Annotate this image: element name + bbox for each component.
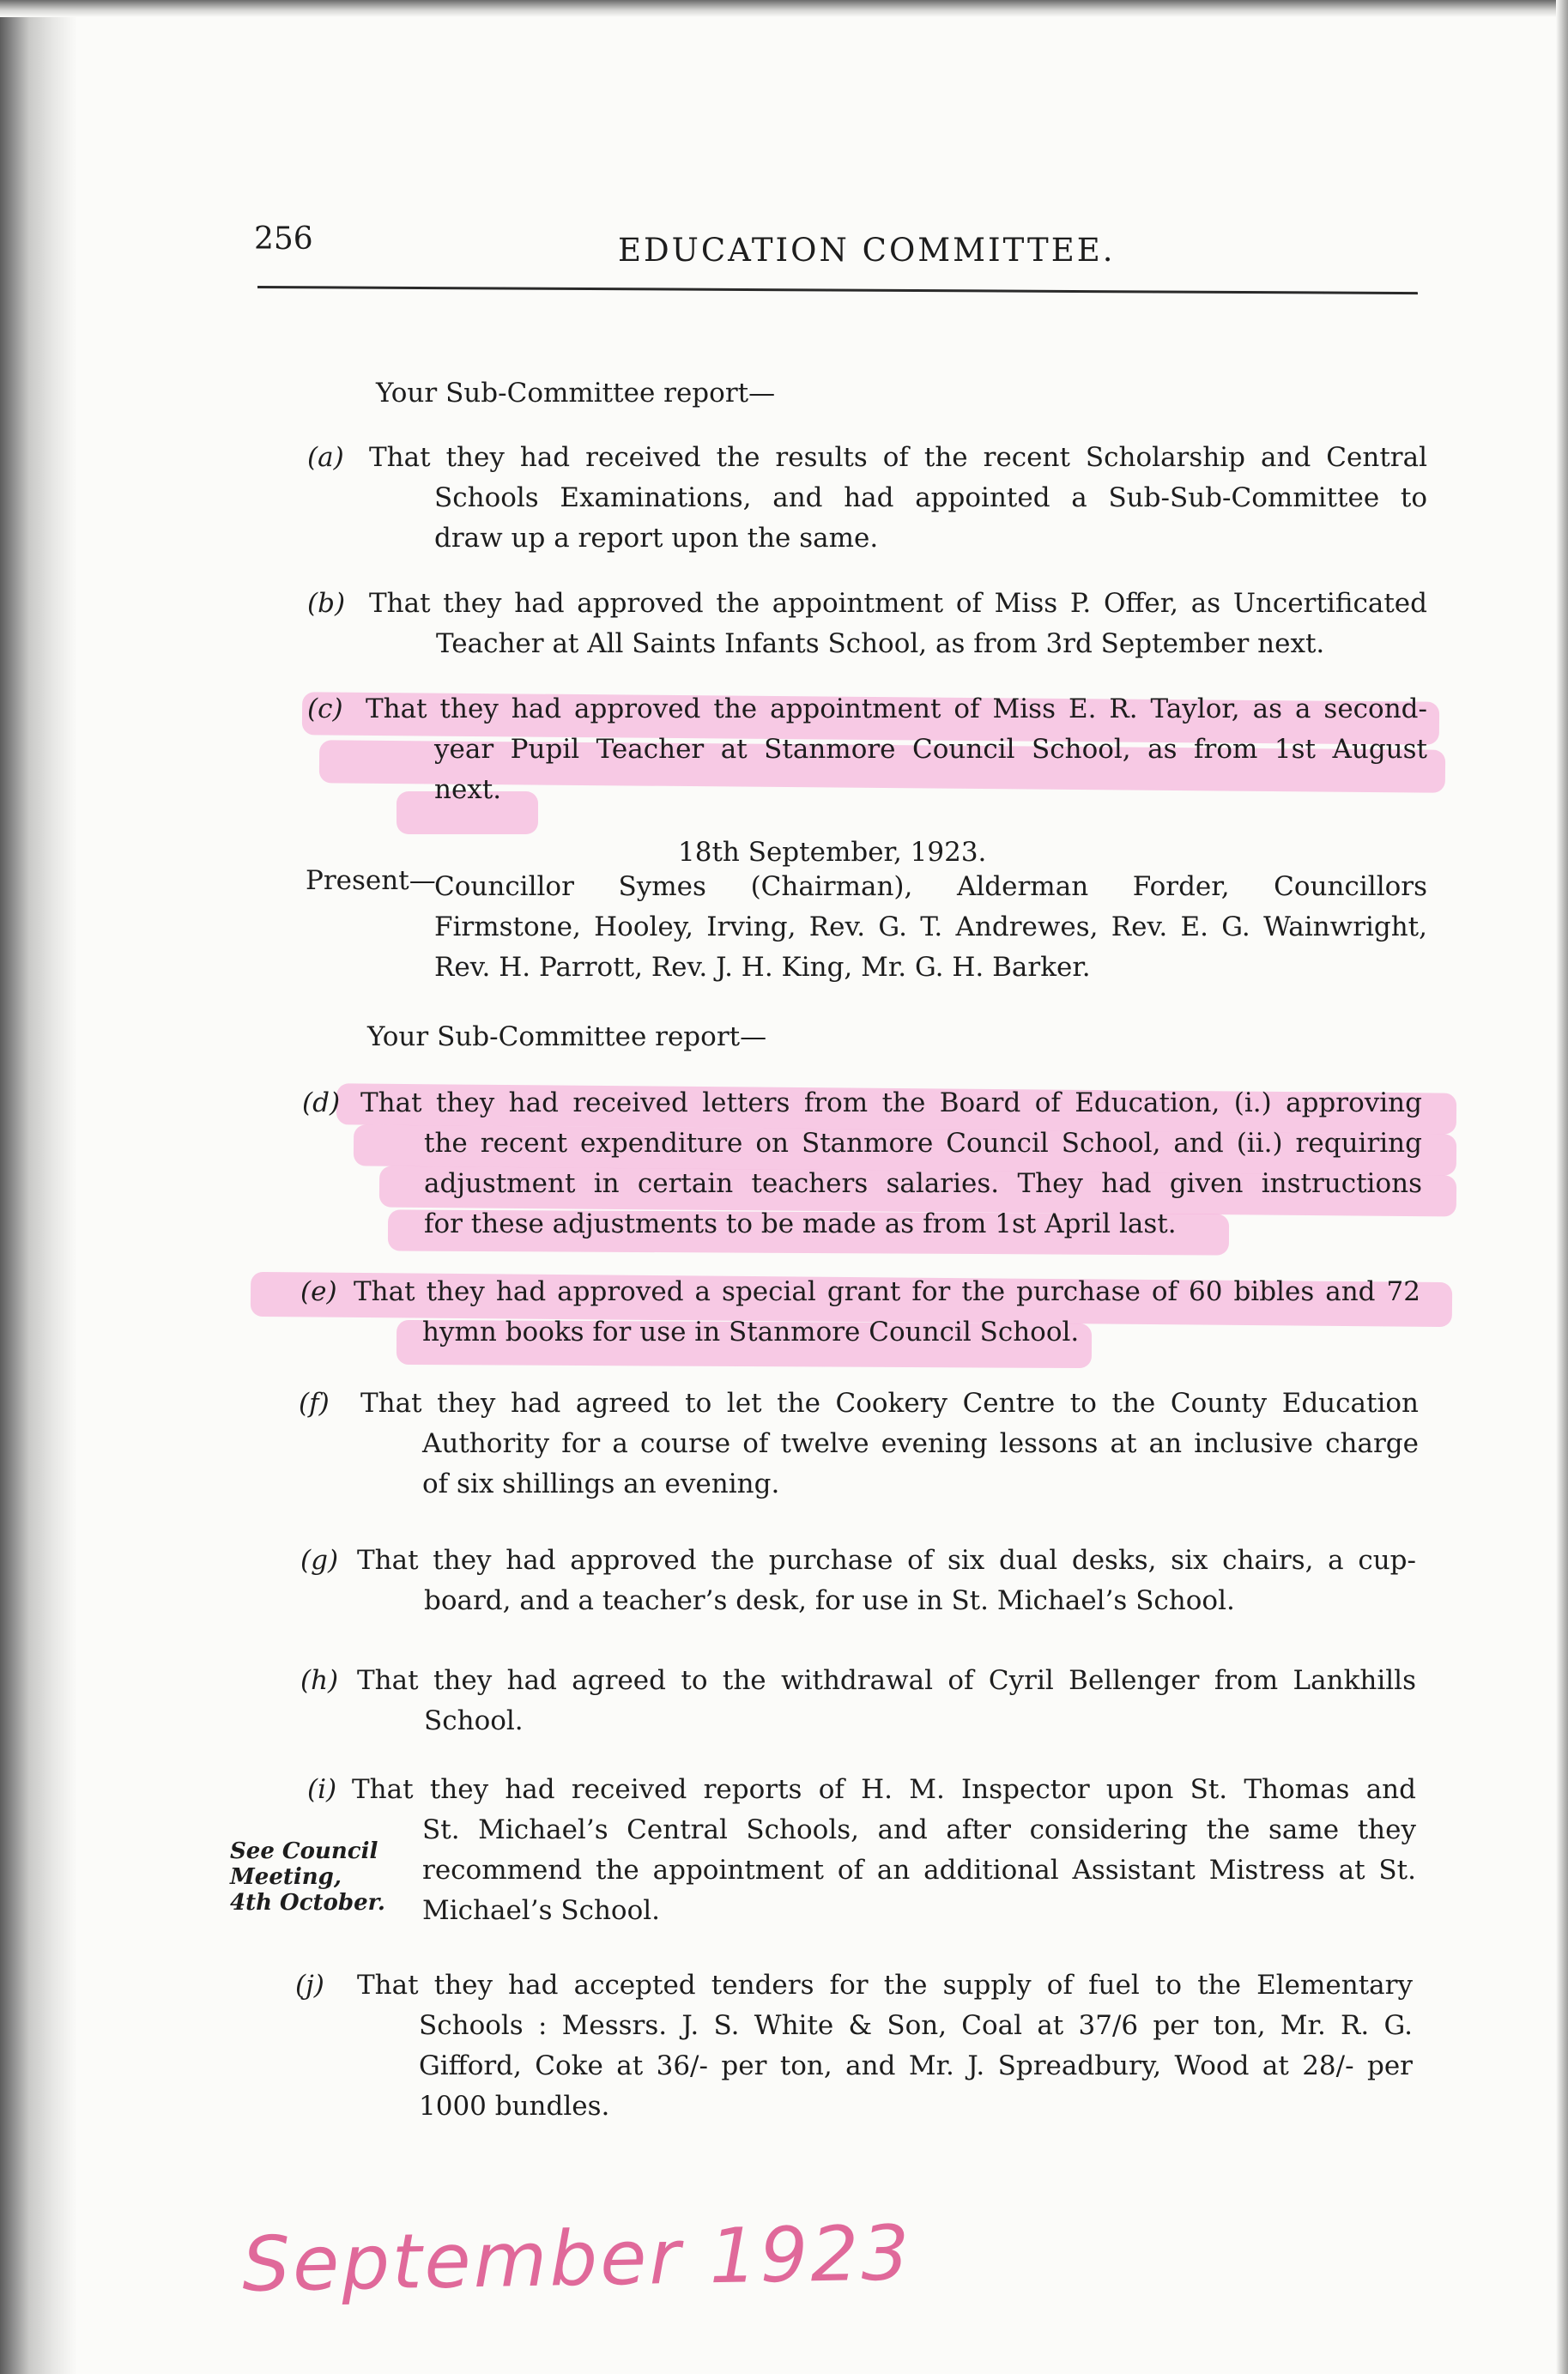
present-line: Councillor Symes (Chairman), Alderman Forder, Councillors: [434, 871, 1427, 902]
item-line: That they had received the results of the recent Scholarship and Central: [369, 442, 1427, 473]
item-line: Authority for a course of twelve evening lessons at an inclusive charge: [422, 1428, 1419, 1459]
margin-note: [230, 1838, 402, 1916]
meeting-date: 18th September, 1923.: [678, 837, 987, 868]
item-line: adjustment in certain teachers salaries. They had given instructions: [424, 1168, 1422, 1199]
report-item-c: [307, 689, 1427, 810]
page-right-edge: [1556, 0, 1568, 2374]
report-item-e: [300, 1272, 1420, 1353]
header-rule: [257, 286, 1418, 294]
present-line: Firmstone, Hooley, Irving, Rev. G. T. Andrewes, Rev. E. G. Wainwright,: [434, 911, 1427, 942]
item-line: year Pupil Teacher at Stanmore Council School, as from 1st August: [434, 734, 1427, 765]
report-item-h: [300, 1661, 1416, 1741]
present-members: [434, 867, 1427, 988]
report-item-g: [300, 1541, 1416, 1621]
present-line: Rev. H. Parrott, Rev. J. H. King, Mr. G. H. Barker.: [434, 952, 1091, 983]
margin-note-line: 4th October.: [230, 1890, 385, 1916]
report-intro: Your Sub-Committee report—: [376, 378, 776, 409]
item-line: Schools : Messrs. J. S. White & Son, Coal at 37/6 per ton, Mr. R. G.: [419, 2010, 1413, 2041]
item-line: That they had approved the appointment of Miss P. Offer, as Uncertificated: [369, 588, 1427, 619]
item-line: Michael’s School.: [422, 1895, 661, 1926]
item-label: (c): [307, 693, 343, 724]
item-line: next.: [434, 774, 502, 805]
item-line: 1000 bundles.: [419, 2091, 610, 2122]
item-line: the recent expenditure on Stanmore Council School, and (ii.) requiring: [424, 1128, 1422, 1159]
item-label: (d): [302, 1087, 341, 1118]
item-line: board, and a teacher’s desk, for use in St. Michael’s School.: [424, 1585, 1235, 1616]
item-line: of six shillings an evening.: [422, 1469, 780, 1499]
item-label: (i): [307, 1774, 337, 1805]
page-top-edge: [0, 0, 1568, 17]
report-item-f: [299, 1384, 1419, 1505]
item-line: That they had approved a special grant for the purchase of 60 bibles and 72: [354, 1276, 1420, 1307]
item-line: That they had received letters from the Board of Education, (i.) approving: [360, 1087, 1422, 1118]
item-line: St. Michael’s Central Schools, and after considering the same they: [422, 1814, 1416, 1845]
item-line: Schools Examinations, and had appointed a Sub-Sub-Committee to: [434, 482, 1427, 513]
report-item-j: [295, 1965, 1413, 2127]
margin-note-line: Meeting,: [230, 1864, 342, 1890]
margin-note-line: See Council: [230, 1838, 378, 1864]
item-line: for these adjustments to be made as from 1st April last.: [424, 1208, 1177, 1239]
book-binding-shadow: [0, 0, 77, 2374]
report-item-b: [307, 584, 1427, 664]
item-line: That they had agreed to the withdrawal of Cyril Bellenger from Lankhills: [357, 1665, 1416, 1696]
item-line: School.: [424, 1705, 524, 1736]
item-line: That they had approved the purchase of six dual desks, six chairs, a cup-: [357, 1545, 1416, 1576]
item-label: (h): [300, 1665, 339, 1696]
handwritten-date-note: September 1923: [241, 2208, 913, 2309]
report-intro-2: Your Sub-Committee report—: [367, 1021, 767, 1052]
present-label: Present—: [306, 865, 436, 896]
item-line: Teacher at All Saints Infants School, as from 3rd September next.: [436, 628, 1325, 659]
item-line: That they had approved the appointment of Miss E. R. Taylor, as a second-: [366, 693, 1427, 724]
item-label: (j): [295, 1970, 324, 2001]
page-number: 256: [254, 221, 313, 257]
item-line: hymn books for use in Stanmore Council School.: [422, 1317, 1080, 1347]
item-label: (f): [299, 1388, 330, 1419]
item-line: Gifford, Coke at 36/- per ton, and Mr. J. Spreadbury, Wood at 28/- per: [419, 2050, 1413, 2081]
item-line: That they had agreed to let the Cookery Centre to the County Education: [360, 1388, 1419, 1419]
item-label: (a): [307, 442, 344, 473]
item-line: That they had received reports of H. M. Inspector upon St. Thomas and: [352, 1774, 1416, 1805]
item-line: draw up a report upon the same.: [434, 523, 879, 554]
item-label: (e): [300, 1276, 337, 1307]
item-label: (b): [307, 588, 346, 619]
report-item-a: [307, 438, 1427, 559]
report-item-d: [302, 1083, 1422, 1245]
item-line: recommend the appointment of an additional Assistant Mistress at St.: [422, 1855, 1416, 1886]
item-label: (g): [300, 1545, 339, 1576]
running-head: EDUCATION COMMITTEE.: [618, 232, 1116, 269]
item-line: That they had accepted tenders for the supply of fuel to the Elementary: [357, 1970, 1413, 2001]
report-item-i: [307, 1770, 1416, 1931]
